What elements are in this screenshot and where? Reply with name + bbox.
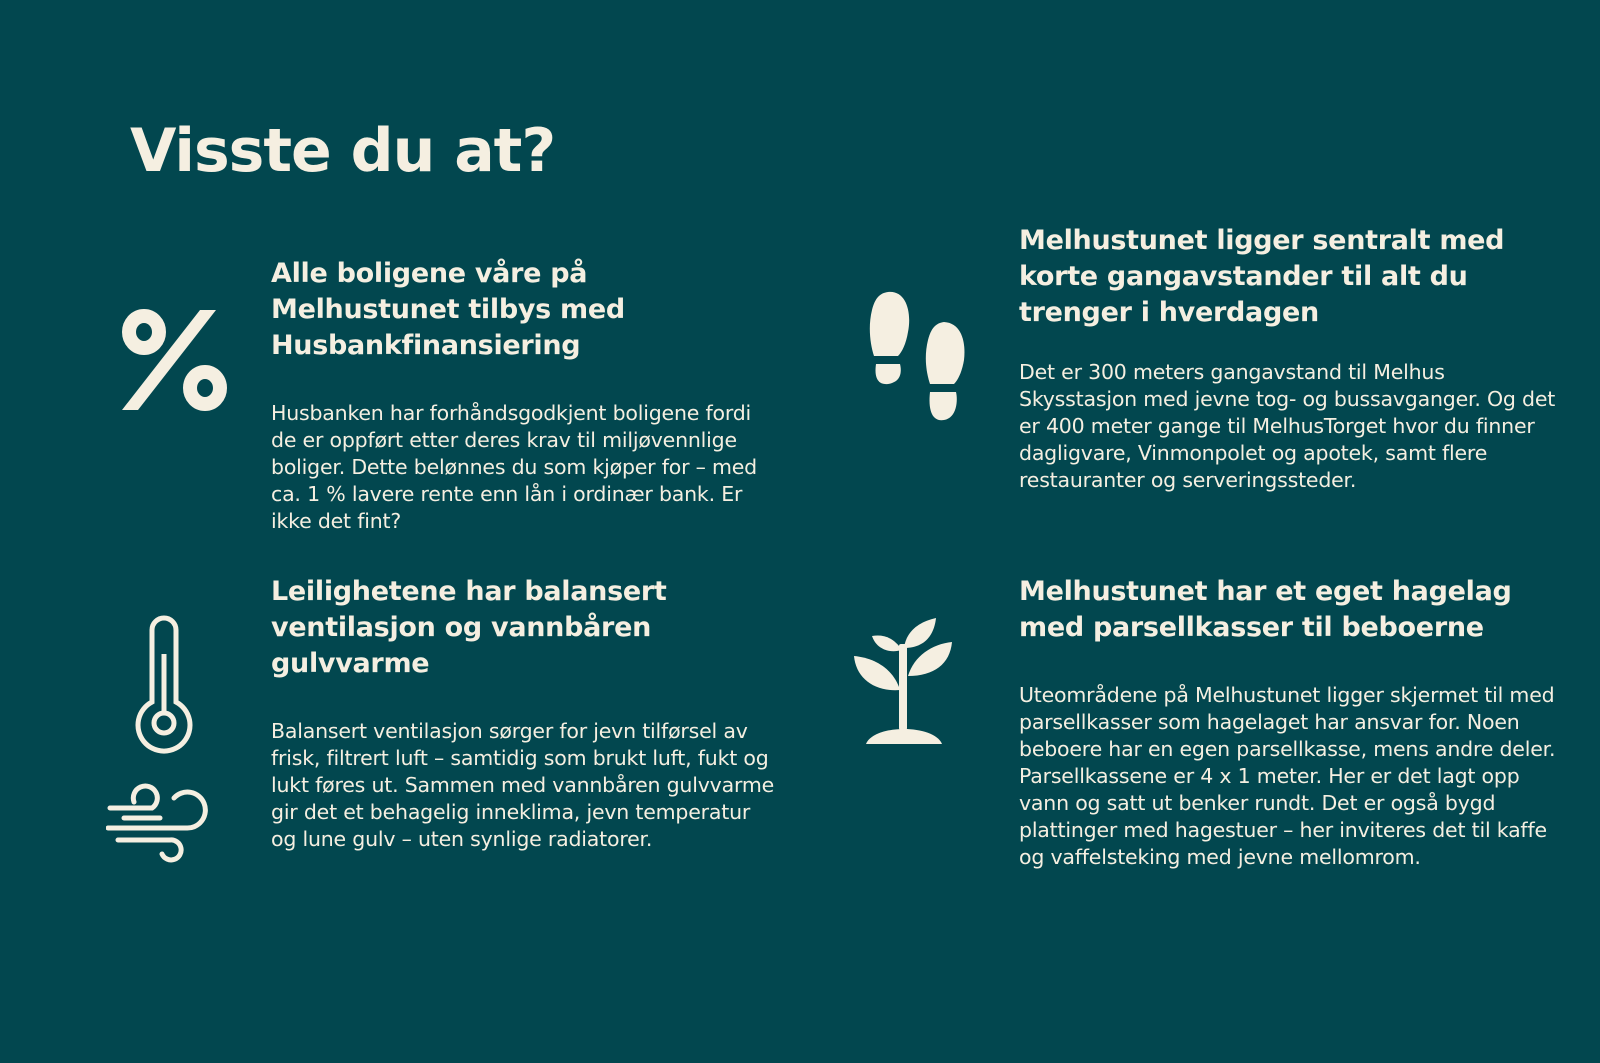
- card-garden: [1019, 574, 1559, 871]
- card-body: Husbanken har forhåndsgodkjent boligene fordi de er oppført etter deres krav til miljøvennlige boliger. Dette belønnes du som kjøper for – med ca. 1 % lavere rente enn lån i ordinær bank. Er ikke det fint?: [271, 401, 757, 533]
- card-heading: Melhustunet ligger sentralt med korte gangavstander til alt du trenger i hverdagen: [1019, 225, 1505, 328]
- footprints-icon: [868, 288, 968, 428]
- thermometer-icon: [132, 614, 196, 756]
- card-husbank: [271, 256, 781, 535]
- card-body: Det er 300 meters gangavstand til Melhus Skysstasjon med jevne tog- og bussavganger. Og det er 400 meter gange til MelhusTorget hvor du finner dagligvare, Vinmonpolet og apotek, samt flere restauranter og serveringssteder.: [1019, 360, 1556, 492]
- card-heading: Alle boligene våre på Melhustunet tilbys med Husbankfinansiering: [271, 258, 625, 361]
- plant-icon: [854, 618, 954, 746]
- card-heading: Leilighetene har balansert ventilasjon og vannbåren gulvvarme: [271, 576, 667, 679]
- card-location: [1019, 223, 1559, 494]
- page-title: Visste du at?: [130, 116, 556, 186]
- percent-icon: [120, 308, 230, 412]
- card-body: Uteområdene på Melhustunet ligger skjermet til med parsellkasser som hagelaget har ansvar for. Noen beboere har en egen parsellkasse, mens andre deler. Parsellkassene er 4 x 1 meter. Her er det lagt opp vann og satt ut benker rundt. Det er også bygd plattinger med hagestuer – her inviteres det til kaffe og vaffelsteking med jevne mellomrom.: [1019, 683, 1556, 869]
- wind-icon: [106, 782, 222, 864]
- card-body: Balansert ventilasjon sørger for jevn tilførsel av frisk, filtrert luft – samtidig som brukt luft, fukt og lukt føres ut. Sammen med vannbåren gulvvarme gir det et behagelig inneklima, jevn temperatur og lune gulv – uten synlige radiatorer.: [271, 719, 774, 851]
- card-ventilation: [271, 574, 781, 853]
- card-heading: Melhustunet har et eget hagelag med parsellkasser til beboerne: [1019, 576, 1512, 643]
